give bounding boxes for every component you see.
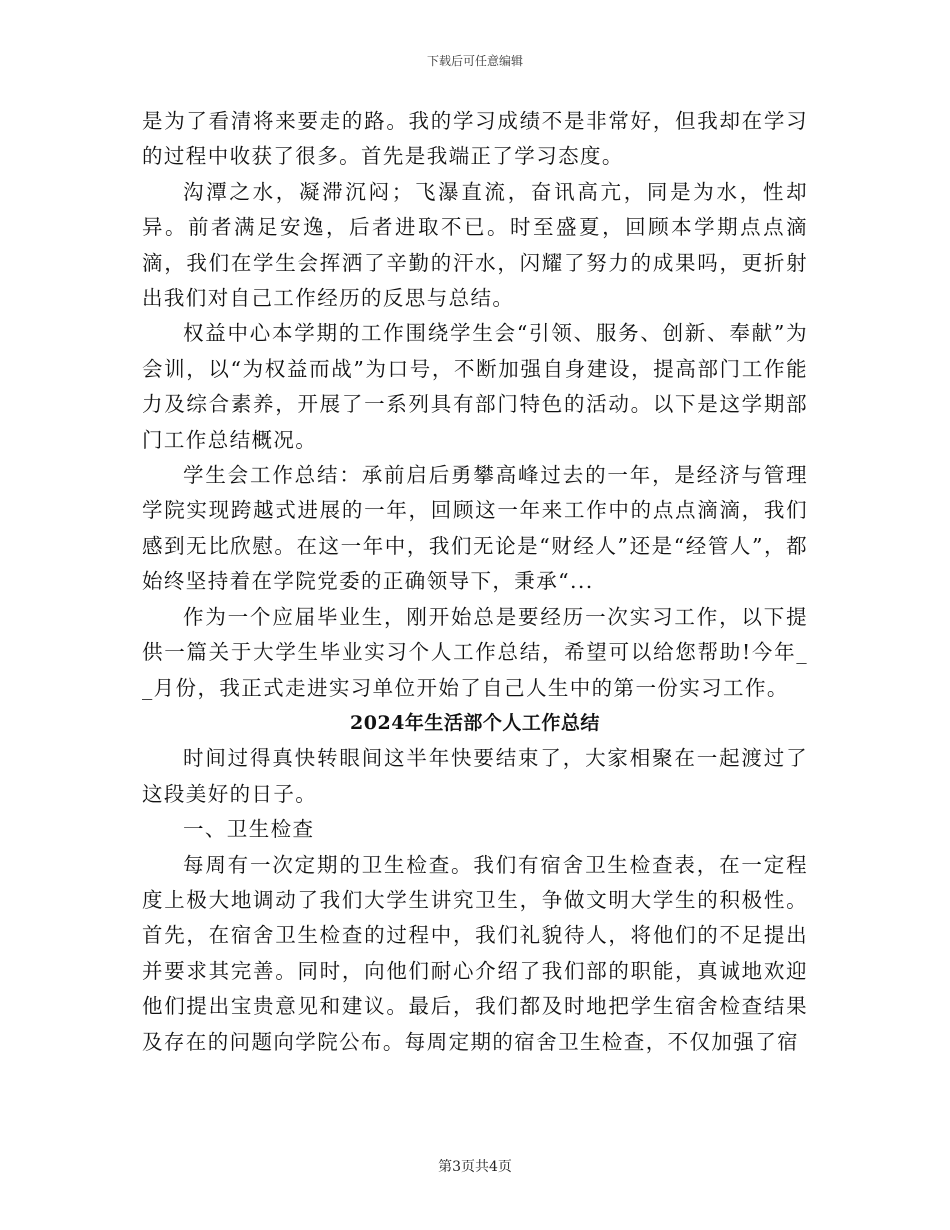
- paragraph-intro: 时间过得真快转眼间这半年快要结束了，大家相聚在一起渡过了这段美好的日子。: [142, 746, 808, 806]
- paragraph-hygiene-inspection: 每周有一次定期的卫生检查。我们有宿舍卫生检查表，在一定程度上极大地调动了我们大学生讲究卫生，争做文明大学生的积极性。首先，在宿舍卫生检查的过程中，我们礼貌待人，将他们的不足提出并要求其完善。同时，向他们耐心介绍了我们部的职能，真诚地欢迎他们提出宝贵意见和建议。最后，我们都及时地把学生宿舍检查结果及存在的问题向学院公布。每周定期的宿舍卫生检查，不仅加强了宿: [142, 852, 808, 1054]
- page-number: 第3页共4页: [438, 1159, 512, 1175]
- page-header: 下载后可任意编辑: [426, 54, 523, 68]
- section-title: 2024年生活部个人工作总结: [350, 711, 600, 734]
- paragraph-internship: 作为一个应届毕业生，刚开始总是要经历一次实习工作，以下提供一篇关于大学生毕业实习个人工作总结，希望可以给您帮助!今年__月份，我正式走进实习单位开始了自己人生中的第一份实习工作。: [142, 604, 808, 700]
- paragraph-student-union-summary: 学生会工作总结：承前启后勇攀高峰过去的一年，是经济与管理学院实现跨越式进展的一年，回顾这一年来工作中的点点滴滴，我们感到无比欣慰。在这一年中，我们无论是“财经人”还是“经管人”，都始终坚持着在学院党委的正确领导下，秉承“...: [142, 463, 808, 594]
- paragraph-continuation: 是为了看清将来要走的路。我的学习成绩不是非常好，但我却在学习的过程中收获了很多。首先是我端正了学习态度。: [142, 109, 808, 169]
- subheading-hygiene-inspection: 一、卫生检查: [183, 817, 315, 842]
- paragraph-water-metaphor: 沟潭之水，凝滞沉闷；飞瀑直流，奋讯高亢，同是为水，性却异。前者满足安逸，后者进取不已。时至盛夏，回顾本学期点点滴滴，我们在学生会挥洒了辛勤的汗水，闪耀了努力的成果吗，更折射出我们对自己工作经历的反思与总结。: [142, 179, 808, 311]
- paragraph-rights-center: 权益中心本学期的工作围绕学生会“引领、服务、创新、奉献”为会训，以“为权益而战”为口号，不断加强自身建设，提高部门工作能力及综合素养，开展了一系列具有部门特色的活动。以下是这学期部门工作总结概况。: [142, 321, 808, 452]
- document-body: [142, 104, 808, 1060]
